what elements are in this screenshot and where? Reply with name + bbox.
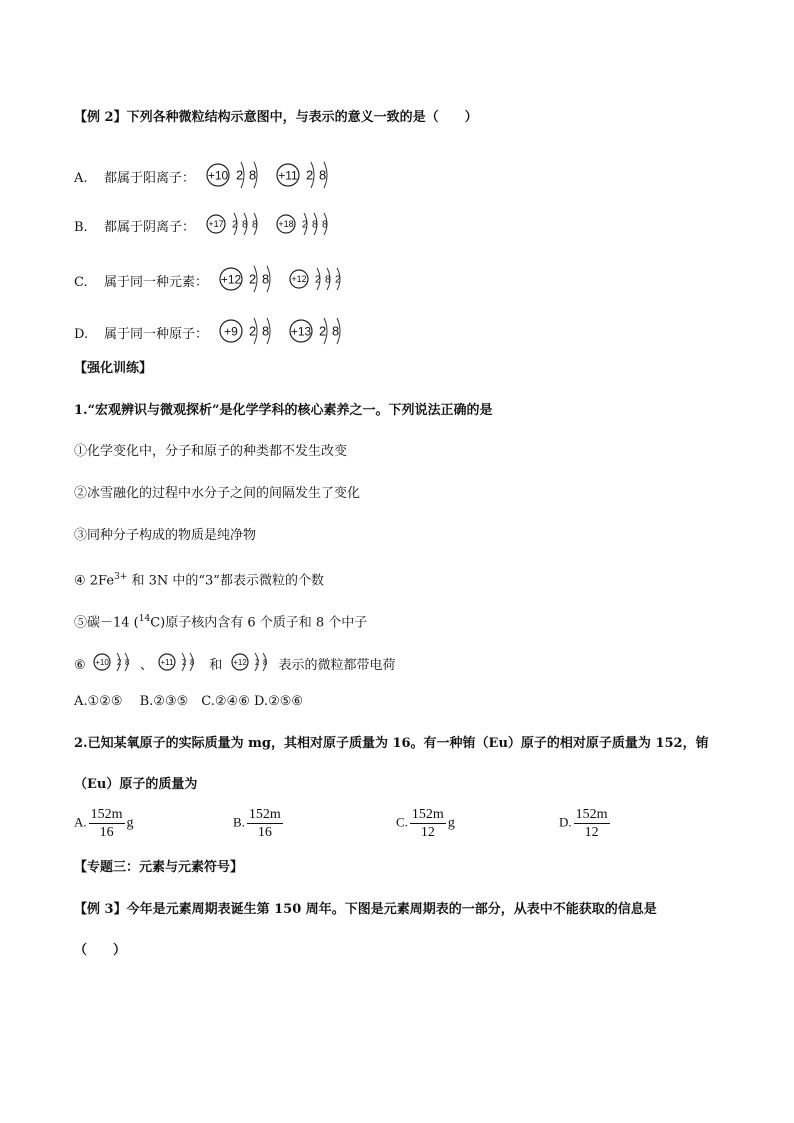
nucleus-charge: +11 (160, 657, 174, 667)
electron-count: 2 (249, 271, 257, 287)
electron-count: 2 (232, 219, 238, 231)
atom-diagram (230, 651, 274, 680)
electron-count: 2 (255, 657, 260, 667)
choice-b (233, 806, 285, 841)
separator: 和 (209, 658, 223, 673)
nucleus-charge: +12 (291, 274, 307, 285)
atom-diagram (218, 264, 278, 301)
atom-structure (275, 160, 335, 190)
denominator: 16 (99, 825, 114, 840)
electron-count: 2 (315, 274, 321, 286)
atom-structure (92, 651, 136, 673)
atom-diagram (288, 316, 348, 353)
electron-count: 8 (332, 323, 340, 339)
atom-structure (205, 211, 265, 237)
atom-structure (275, 211, 335, 237)
electron-count: 2 (302, 219, 308, 231)
atom-structure (205, 160, 265, 190)
atom-diagram (275, 160, 335, 197)
statement-5 (74, 609, 367, 633)
training-heading: 【强化训练】 (74, 361, 153, 376)
electron-count: 8 (252, 219, 258, 231)
electron-count: 8 (249, 167, 257, 183)
atom-structure (218, 264, 278, 294)
atom-diagram (275, 211, 335, 244)
fraction (574, 806, 610, 841)
statement-6 (74, 651, 396, 680)
mass-number-superscript: 14 (138, 614, 151, 624)
electron-count: 8 (124, 657, 130, 667)
fraction (247, 806, 283, 841)
separator: 、 (139, 658, 153, 673)
option-text: 属于同一种元素： (104, 275, 209, 290)
option-label: A. (74, 171, 88, 186)
nucleus-charge: +9 (224, 324, 238, 339)
electron-count: 8 (262, 323, 270, 339)
nucleus-charge: +12 (233, 657, 248, 667)
choice-label: C. (396, 814, 408, 830)
electron-count: 2 (182, 657, 187, 667)
question-1-stem: 1.“宏观辨识与微观探析”是化学学科的核心素养之一。下列说法正确的是 (74, 403, 493, 418)
unit: g (447, 815, 455, 831)
electron-count: 2 (306, 167, 314, 183)
topic3-heading: 【专题三：元素与元素符号】 (74, 860, 244, 875)
nucleus-charge: +10 (207, 168, 229, 183)
denominator: 16 (257, 825, 272, 840)
choice-d (559, 806, 612, 841)
atom-structure (288, 266, 348, 292)
example2-title: 【例 2】下列各种微粒结构示意图中，与表示的意义一致的是（ ） (74, 110, 478, 125)
atom-structure (230, 651, 274, 673)
option-label: D. (74, 327, 89, 342)
nucleus-charge: +18 (278, 219, 294, 230)
nucleus-charge: +17 (208, 219, 224, 230)
example2-option-a (74, 160, 335, 197)
nucleus-charge: +12 (220, 272, 242, 287)
atom-diagram (288, 266, 348, 299)
choice-label: B. (233, 814, 245, 830)
statement-6-post: 表示的微粒都带电荷 (278, 658, 396, 673)
option-label: B. (74, 220, 88, 235)
question-2-stem-line2: （Eu）原子的质量为 (74, 777, 198, 792)
nucleus-charge: +11 (278, 168, 299, 183)
statement-4 (74, 567, 324, 591)
electron-count: 2 (335, 274, 341, 286)
option-label: C. (74, 275, 88, 290)
electron-count: 8 (242, 219, 248, 231)
choice-label: A. (74, 814, 87, 830)
electron-count: 2 (116, 657, 122, 667)
example3-line1: 【例 3】今年是元素周期表诞生第 150 周年。下图是元素周期表的一部分，从表中不能获取的信息是 (74, 902, 657, 917)
atom-diagram (157, 651, 201, 680)
unit: g (126, 815, 134, 831)
nucleus-charge: +10 (95, 657, 109, 667)
atom-structure (288, 316, 348, 346)
electron-count: 8 (325, 274, 331, 286)
electron-count: 8 (319, 167, 327, 183)
numerator: 152m (575, 807, 608, 822)
question-1-answers: A.①②⑤ B.②③⑤ C.②④⑥ D.②⑤⑥ (74, 694, 304, 709)
atom-diagram (92, 651, 136, 680)
atom-diagram (205, 211, 265, 244)
electron-count: 2 (319, 323, 327, 339)
electron-count: 8 (312, 219, 318, 231)
example2-option-b (74, 211, 335, 244)
numerator: 152m (90, 807, 123, 822)
fraction (410, 806, 446, 841)
statement-4-pre: ④ 2Fe (74, 573, 115, 589)
atom-structure (157, 651, 201, 673)
denominator: 12 (420, 825, 435, 840)
statement-6-mark: ⑥ (74, 658, 86, 673)
statement-4-post: 和 3N 中的“3”都表示微粒的个数 (127, 573, 324, 589)
statement-3: ③同种分子构成的物质是纯净物 (74, 528, 257, 543)
statement-5-pre: ⑤碳－14 ( (74, 615, 139, 631)
example2-option-c (74, 264, 348, 301)
charge-superscript: 3+ (114, 572, 128, 582)
example2-option-d (74, 316, 348, 353)
choice-a (74, 806, 134, 841)
option-text: 属于同一种原子： (104, 327, 209, 342)
denominator: 12 (584, 825, 599, 840)
electron-count: 2 (249, 323, 257, 339)
electron-count: 8 (322, 219, 328, 231)
atom-diagram (205, 160, 265, 197)
option-text: 都属于阴离子： (104, 220, 196, 235)
example3-line2: （ ） (74, 943, 127, 958)
atom-diagram (218, 316, 278, 353)
choice-c (396, 806, 455, 841)
question-2-stem-line1: 2.已知某氧原子的实际质量为 mg，其相对原子质量为 16。有一种铕（Eu）原子的相对原子质量为 152，铕 (74, 736, 709, 751)
numerator: 152m (248, 807, 281, 822)
electron-count: 8 (190, 657, 195, 667)
option-text: 都属于阳离子： (104, 171, 196, 186)
electron-count: 8 (262, 271, 270, 287)
choice-label: D. (559, 814, 572, 830)
statement-2: ②冰雪融化的过程中水分子之间的间隔发生了变化 (74, 486, 361, 501)
statement-5-post: C)原子核内含有 6 个质子和 8 个中子 (150, 615, 368, 631)
numerator: 152m (411, 807, 444, 822)
electron-count: 2 (236, 167, 244, 183)
atom-structure (218, 316, 278, 346)
statement-1: ①化学变化中，分子和原子的种类都不发生改变 (74, 444, 348, 459)
fraction (89, 806, 125, 841)
electron-count: 8 (263, 657, 268, 667)
nucleus-charge: +13 (291, 324, 312, 339)
